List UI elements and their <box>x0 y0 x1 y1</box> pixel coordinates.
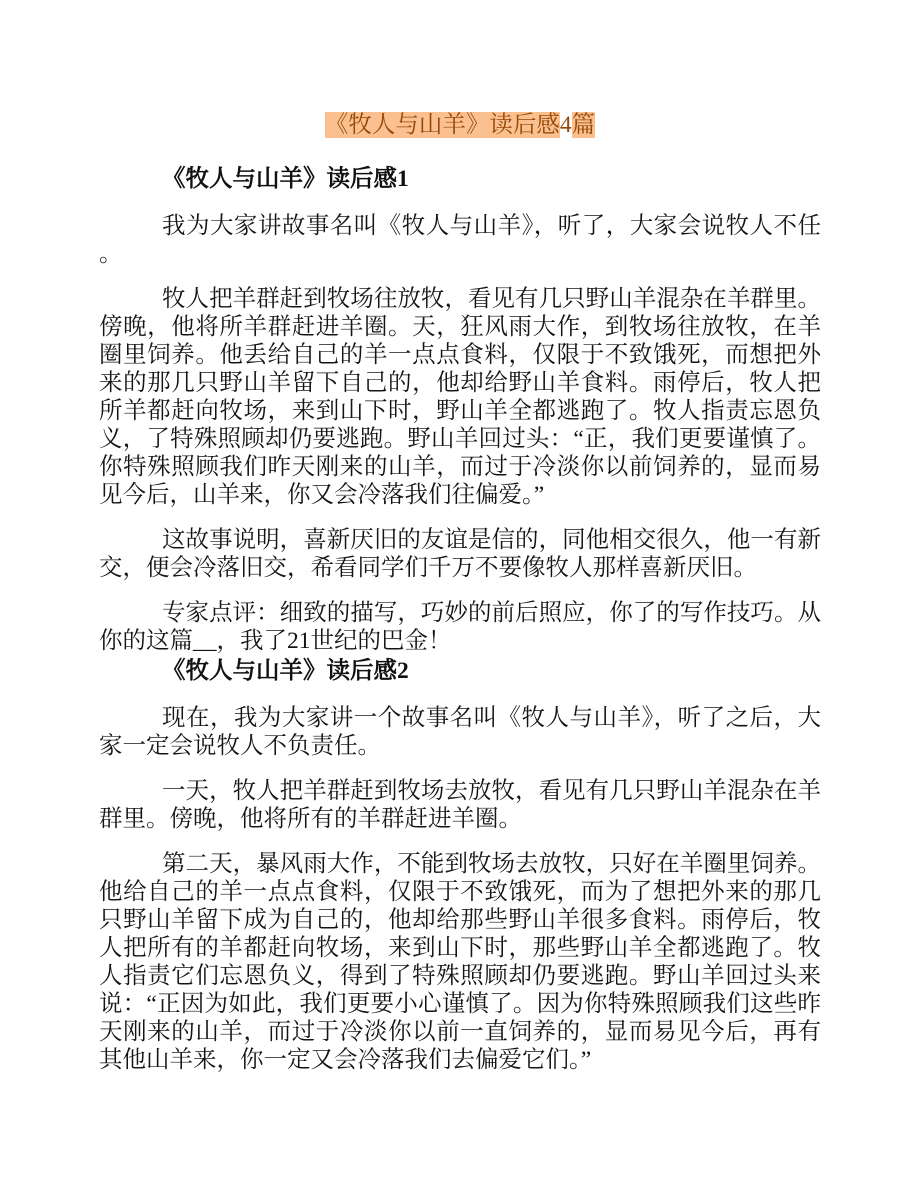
section-1-heading: 《牧人与山羊》读后感1 <box>162 166 409 192</box>
paragraph: 一天，牧人把羊群赶到牧场去放牧，看见有几只野山羊混杂在羊群里。傍晚，他将所有的羊群赶进羊圈。 <box>99 778 821 832</box>
paragraph: 牧人把羊群赶到牧场往放牧，看见有几只野山羊混杂在羊群里。傍晚，他将所羊群赶进羊圈。天，狂风雨大作，到牧场往放牧，在羊圈里饲养。他丢给自己的羊一点点食料，仅限于不致饿死，而想把外来的那几只野山羊留下自己的，他却给野山羊食料。雨停后，牧人把所羊都赶向牧场，来到山下时，野山羊全都逃跑了。牧人指责忘恩负义，了特殊照顾却仍要逃跑。野山羊回过头：“正，我们更要谨慎了。你特殊照顾我们昨天刚来的山羊，而过于冷淡你以前饲养的，显而易见今后，山羊来，你又会冷落我们往偏爱。” <box>99 286 821 508</box>
title-count: 4 <box>559 112 572 138</box>
paragraph: 这故事说明，喜新厌旧的友谊是信的，同他相交很久，他一有新交，便会冷落旧交，希看同学们千万不要像牧人那样喜新厌旧。 <box>99 527 821 581</box>
paragraph: 第二天，暴风雨大作，不能到牧场去放牧，只好在羊圈里饲养。他给自己的羊一点点食料，仅限于不致饿死，而为了想把外来的那几只野山羊留下成为自己的，他却给那些野山羊很多食料。雨停后，牧人把所有的羊都赶向牧场，来到山下时，那些野山羊全都逃跑了。牧人指责它们忘恩负义，得到了特殊照顾却仍要逃跑。野山羊回过头来说：“正因为如此，我们更要小心谨慎了。因为你特殊照顾我们这些昨天刚来的山羊，而过于冷淡你以前一直饲养的，显而易见今后，再有其他山羊来，你一定又会冷落我们去偏爱它们。” <box>99 851 821 1073</box>
document-title <box>99 111 821 139</box>
paragraph: 我为大家讲故事名叫《牧人与山羊》，听了，大家会说牧人不任。 <box>99 213 821 267</box>
title-highlighted-prefix: 《牧人与山羊》读后感 <box>324 112 560 138</box>
section-1 <box>99 165 821 655</box>
title-highlighted-suffix: 篇 <box>571 112 596 138</box>
section-2 <box>99 657 821 1074</box>
paragraph: 现在，我为大家讲一个故事名叫《牧人与山羊》，听了之后，大家一定会说牧人不负责任。 <box>99 705 821 759</box>
paragraph: 专家点评：细致的描写，巧妙的前后照应，你了的写作技巧。从你的这篇__，我了21世纪的巴金！ <box>99 600 821 654</box>
section-2-heading: 《牧人与山羊》读后感2 <box>162 658 409 684</box>
